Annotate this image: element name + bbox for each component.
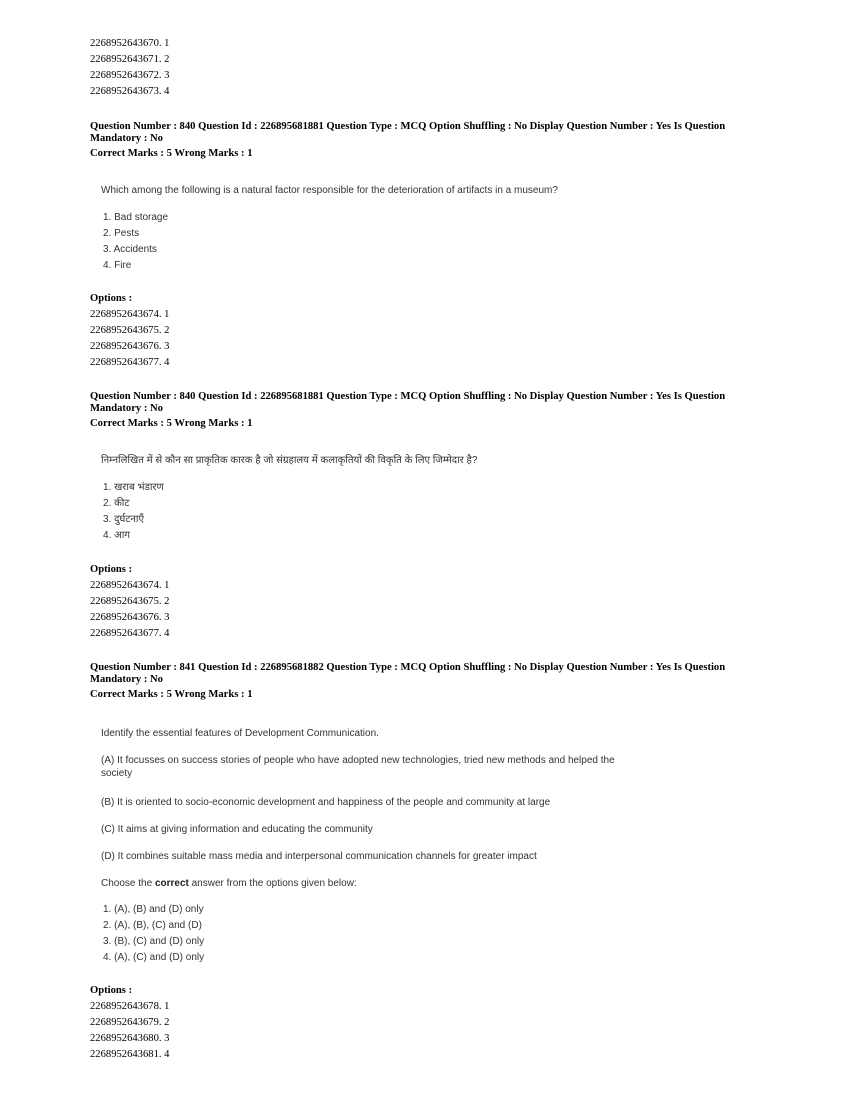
question-meta: Question Number : 840 Question Id : 226895681881 Question Type : MCQ Option Shuffling : No Display Question Number : Yes Is Question [90, 391, 726, 402]
option-line: 2268952643671. 2 [90, 54, 170, 65]
choice-item: 4. (A), (C) and (D) only [103, 952, 205, 963]
option-line: 2268952643676. 3 [90, 612, 170, 623]
question-body [101, 455, 477, 467]
question-mandatory: Mandatory : No [90, 133, 163, 144]
option-line: 2268952643677. 4 [90, 357, 170, 368]
option-line: 2268952643670. 1 [90, 38, 170, 49]
choice-item: 1. खराब भंडारण [103, 482, 164, 493]
choose-bold: correct [154, 878, 189, 889]
choice-item: 3. दुर्घटनाएँ [103, 514, 145, 525]
choice-item: 4. आग [103, 530, 130, 541]
option-line: 2268952643675. 2 [90, 325, 170, 336]
question-marks: Correct Marks : 5 Wrong Marks : 1 [90, 418, 253, 429]
choice-item: 1. (A), (B) and (D) only [103, 904, 204, 915]
option-line: 2268952643678. 1 [90, 1001, 170, 1012]
question-header [90, 121, 750, 160]
statement-a [101, 754, 661, 780]
question-header [90, 662, 750, 701]
question-text: निम्नलिखित में से कौन सा प्राकृतिक कारक है जो संग्रहालय में कलाकृतियों की विकृति के लिए जिम्मेदार है? [101, 455, 478, 466]
statement-a-line: society [101, 768, 133, 779]
statement-c: (C) It aims at giving information and educating the community [101, 824, 373, 835]
choose-instruction [101, 877, 661, 890]
choice-item: 2. कीट [103, 498, 130, 509]
choice-item: 4. Fire [103, 260, 132, 271]
statement-d: (D) It combines suitable mass media and interpersonal communication channels for greater impact [101, 851, 537, 862]
question-mandatory: Mandatory : No [90, 403, 163, 414]
options-label: Options : [90, 985, 133, 996]
question-meta: Question Number : 840 Question Id : 226895681881 Question Type : MCQ Option Shuffling : No Display Question Number : Yes Is Question [90, 121, 726, 132]
question-text: Which among the following is a natural factor responsible for the deterioration of artifacts in a museum? [101, 185, 558, 196]
option-line: 2268952643679. 2 [90, 1017, 170, 1028]
option-line: 2268952643673. 4 [90, 86, 170, 97]
question-body [101, 185, 558, 197]
choose-suffix: answer from the options given below: [188, 878, 357, 889]
question-marks: Correct Marks : 5 Wrong Marks : 1 [90, 148, 253, 159]
question-mandatory: Mandatory : No [90, 674, 163, 685]
option-line: 2268952643675. 2 [90, 596, 170, 607]
options-label: Options : [90, 564, 133, 575]
statement-b: (B) It is oriented to socio-economic development and happiness of the people and community at large [101, 797, 551, 808]
choice-item: 2. Pests [103, 228, 140, 239]
question-marks: Correct Marks : 5 Wrong Marks : 1 [90, 689, 253, 700]
option-line: 2268952643674. 1 [90, 580, 170, 591]
question-text: Identify the essential features of Development Communication. [101, 728, 379, 739]
options-label: Options : [90, 293, 133, 304]
choice-item: 2. (A), (B), (C) and (D) [103, 920, 202, 931]
choice-item: 1. Bad storage [103, 212, 169, 223]
question-header [90, 391, 750, 430]
choice-item: 3. Accidents [103, 244, 157, 255]
choice-item: 3. (B), (C) and (D) only [103, 936, 205, 947]
option-line: 2268952643681. 4 [90, 1049, 170, 1060]
statement-a-line: (A) It focusses on success stories of people who have adopted new technologies, tried new methods and helped the [101, 755, 615, 766]
option-line: 2268952643672. 3 [90, 70, 170, 81]
option-line: 2268952643676. 3 [90, 341, 170, 352]
option-line: 2268952643677. 4 [90, 628, 170, 639]
option-line: 2268952643674. 1 [90, 309, 170, 320]
choose-prefix: Choose the [101, 878, 155, 889]
question-meta: Question Number : 841 Question Id : 226895681882 Question Type : MCQ Option Shuffling : No Display Question Number : Yes Is Question [90, 662, 726, 673]
option-line: 2268952643680. 3 [90, 1033, 170, 1044]
